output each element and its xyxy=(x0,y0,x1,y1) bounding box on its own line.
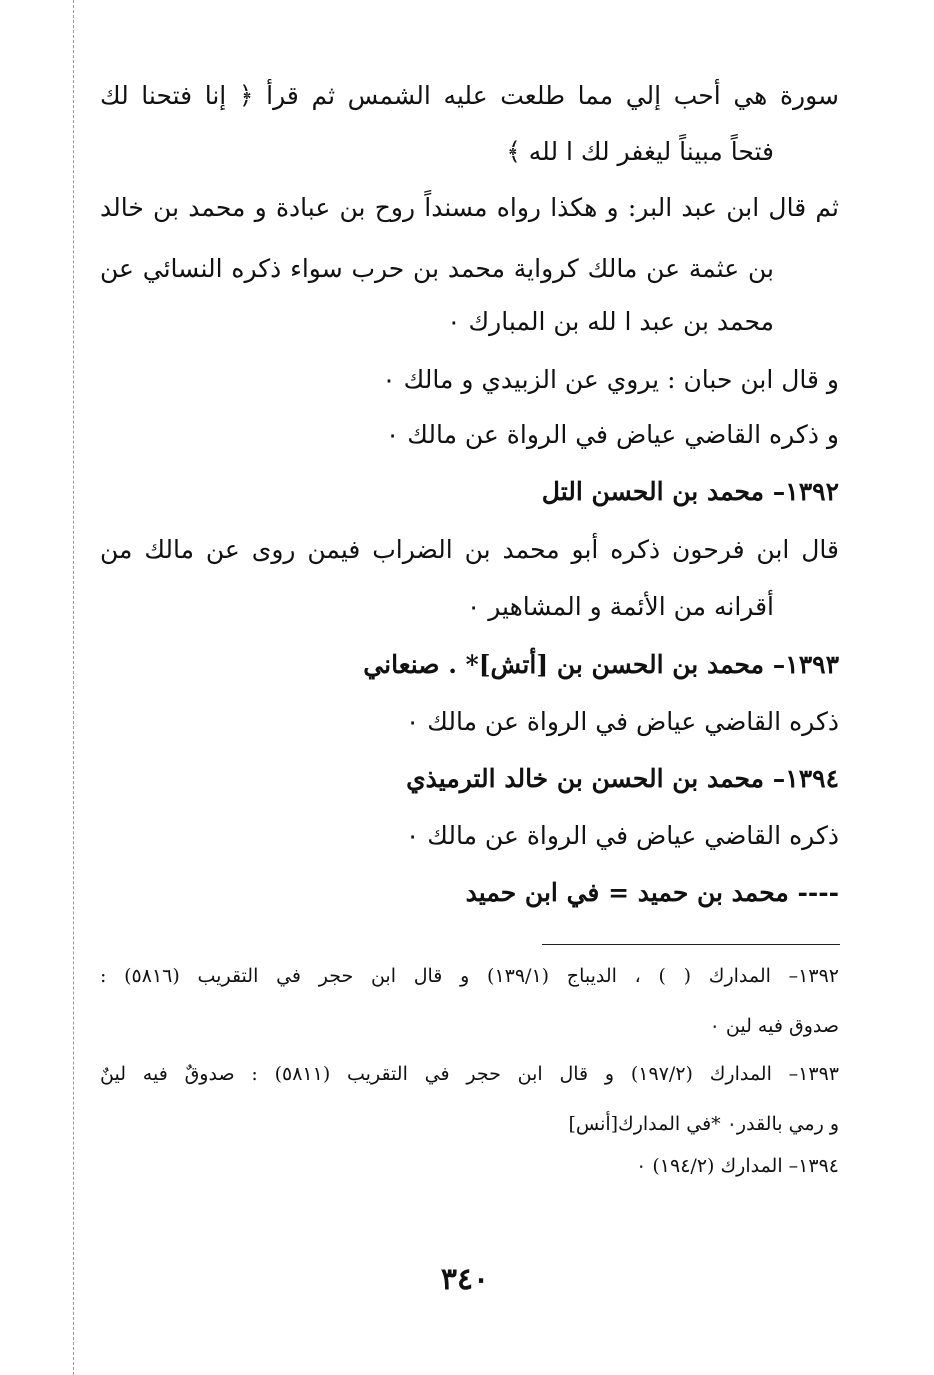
footnote-line: ١٣٩٢– المدارك ( ) ، الديباج (١٣٩/١) و قال ابن حجر في التقريب (٥٨١٦) : xyxy=(100,965,839,987)
page-number: ٣٤٠ xyxy=(440,1262,490,1297)
body-line: فتحاً مبيناً ليغفر لك ا لله ﴾ xyxy=(506,137,774,166)
footnote-line: ١٣٩٣– المدارك (١٩٧/٢) و قال ابن حجر في التقريب (٥٨١١) : صدوقٌ فيه لينٌ xyxy=(100,1063,839,1085)
footnote-line: و رمي بالقدر٠ *في المدارك[أنس] xyxy=(568,1113,839,1135)
body-line: و قال ابن حبان : يروي عن الزبيدي و مالك ٠ xyxy=(382,365,839,394)
body-line: ذكره القاضي عياض في الرواة عن مالك ٠ xyxy=(405,707,839,736)
cross-reference-line: ---- محمد بن حميد = في ابن حميد xyxy=(465,878,839,907)
body-line: قال ابن فرحون ذكره أبو محمد بن الضراب فيمن روى عن مالك من xyxy=(100,535,839,564)
footnote-line: ١٣٩٤– المدارك (١٩٤/٢) ٠ xyxy=(636,1155,839,1177)
entry-heading-1393: ١٣٩٣– محمد بن الحسن بن [أتش]* . صنعاني xyxy=(363,650,839,679)
footnote-line: صدوق فيه لين ٠ xyxy=(709,1015,839,1037)
body-line: ثم قال ابن عبد البر: و هكذا رواه مسنداً روح بن عبادة و محمد بن خالد xyxy=(100,193,839,222)
body-line: أقرانه من الأئمة و المشاهير ٠ xyxy=(466,592,774,621)
body-line: ذكره القاضي عياض في الرواة عن مالك ٠ xyxy=(405,821,839,850)
body-line: بن عثمة عن مالك كرواية محمد بن حرب سواء ذكره النسائي عن xyxy=(100,254,774,283)
entry-heading-1392: ١٣٩٢– محمد بن الحسن التل xyxy=(541,477,839,506)
body-line: محمد بن عبد ا لله بن المبارك ٠ xyxy=(447,307,774,336)
margin-guide-line xyxy=(73,0,74,1375)
body-line: و ذكره القاضي عياض في الرواة عن مالك ٠ xyxy=(385,420,839,449)
body-line: سورة هي أحب إلي مما طلعت عليه الشمس ثم قرأ ﴿ إنا فتحنا لك xyxy=(100,81,839,110)
entry-heading-1394: ١٣٩٤– محمد بن الحسن بن خالد الترميذي xyxy=(406,764,839,793)
footnote-separator xyxy=(542,944,840,945)
